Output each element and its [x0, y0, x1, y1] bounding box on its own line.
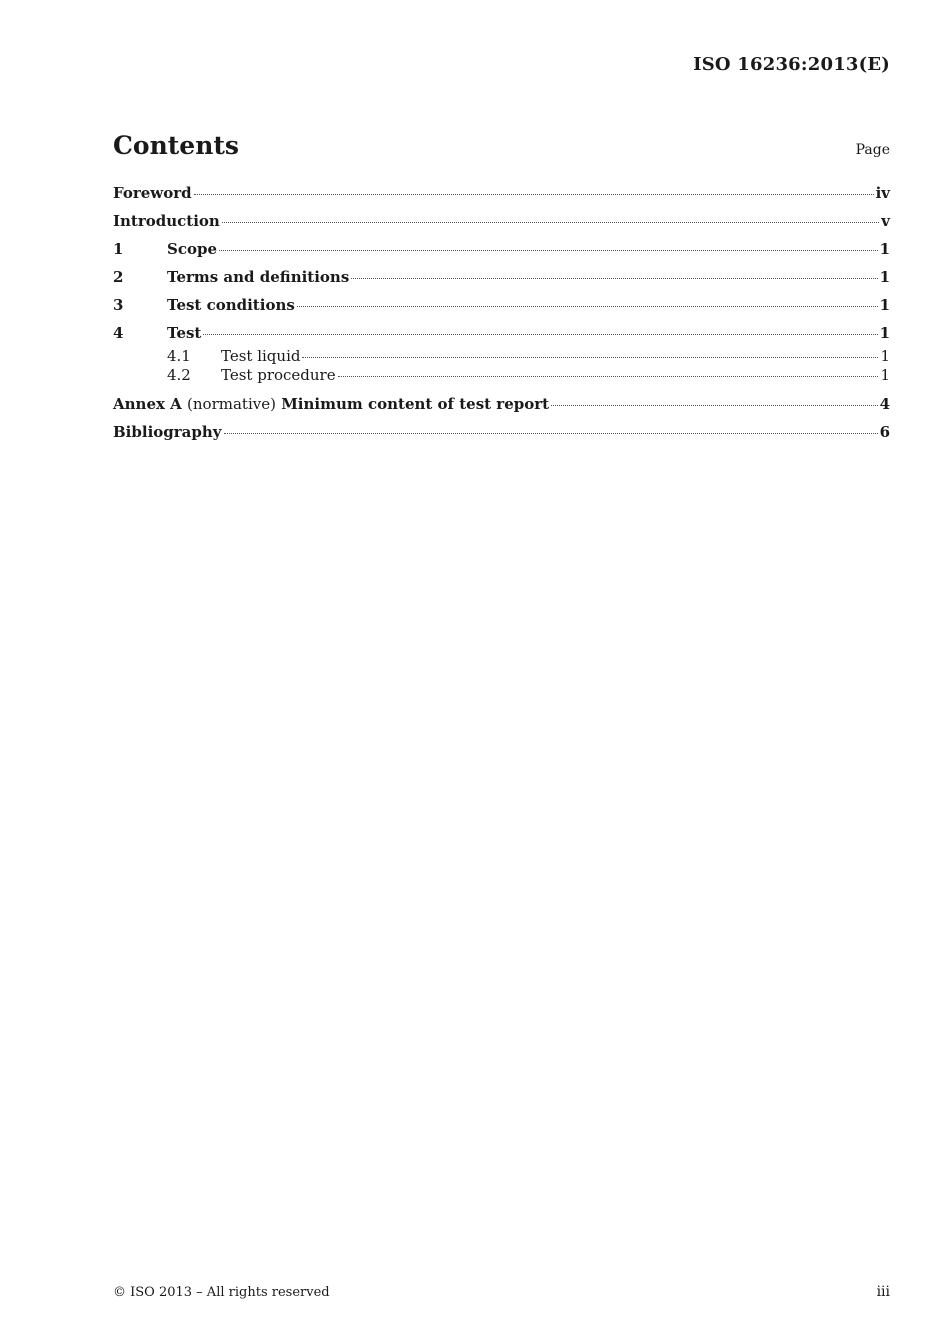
dot-leader: [351, 278, 877, 279]
toc-entry-number: 1: [113, 240, 124, 258]
toc-entry-page: 1: [879, 296, 890, 314]
table-of-contents: [113, 184, 890, 446]
toc-entry-number: 4.1: [167, 347, 191, 365]
toc-entry-page: 4: [879, 395, 890, 413]
document-id: ISO 16236:2013(E): [693, 54, 890, 75]
toc-entry-page: 6: [879, 423, 890, 441]
contents-title: Contents: [113, 131, 240, 160]
toc-entry-page: 1: [880, 347, 890, 365]
toc-entry-title: Foreword: [113, 184, 192, 202]
toc-entry-page: v: [881, 212, 890, 230]
toc-entry-number: 4: [113, 324, 124, 342]
toc-entry-terms-and-definitions[interactable]: [113, 268, 890, 291]
toc-entry-title: Test: [167, 324, 202, 342]
toc-entry-title: Scope: [167, 240, 218, 258]
annex-label: Annex A: [113, 395, 182, 413]
footer-page-number: iii: [876, 1284, 890, 1300]
page-column-label: Page: [855, 142, 890, 158]
toc-entry-number: 4.2: [167, 366, 191, 384]
footer-copyright: © ISO 2013 – All rights reserved: [113, 1285, 330, 1300]
dot-leader: [338, 376, 879, 377]
toc-entry-title: [113, 395, 549, 413]
toc-entry-page: 1: [879, 240, 890, 258]
toc-entry-title: Test procedure: [221, 366, 336, 384]
annex-title: Minimum content of test report: [281, 395, 550, 413]
dot-leader: [224, 433, 878, 434]
toc-entry-page: iv: [875, 184, 890, 202]
toc-entry-annex-a[interactable]: [113, 395, 890, 418]
toc-entry-bibliography[interactable]: [113, 423, 890, 446]
toc-entry-title: Terms and definitions: [167, 268, 350, 286]
toc-entry-number: 3: [113, 296, 124, 314]
toc-entry-title: Test liquid: [221, 347, 301, 365]
toc-entry-test-procedure[interactable]: [113, 366, 890, 385]
toc-entry-introduction[interactable]: [113, 212, 890, 235]
toc-entry-page: 1: [879, 268, 890, 286]
dot-leader: [203, 334, 877, 335]
toc-entry-title: Test conditions: [167, 296, 295, 314]
toc-entry-page: 1: [880, 366, 890, 384]
toc-entry-page: 1: [879, 324, 890, 342]
dot-leader: [194, 194, 874, 195]
toc-entry-scope[interactable]: [113, 240, 890, 263]
dot-leader: [551, 405, 878, 406]
toc-entry-number: 2: [113, 268, 124, 286]
dot-leader: [302, 357, 878, 358]
annex-type: (normative): [187, 395, 276, 413]
toc-entry-title: Introduction: [113, 212, 220, 230]
dot-leader: [222, 222, 879, 223]
toc-entry-foreword[interactable]: [113, 184, 890, 207]
toc-entry-test[interactable]: [113, 324, 890, 347]
toc-entry-test-liquid[interactable]: [113, 347, 890, 366]
dot-leader: [219, 250, 878, 251]
toc-entry-test-conditions[interactable]: [113, 296, 890, 319]
toc-entry-title: Bibliography: [113, 423, 222, 441]
dot-leader: [297, 306, 878, 307]
